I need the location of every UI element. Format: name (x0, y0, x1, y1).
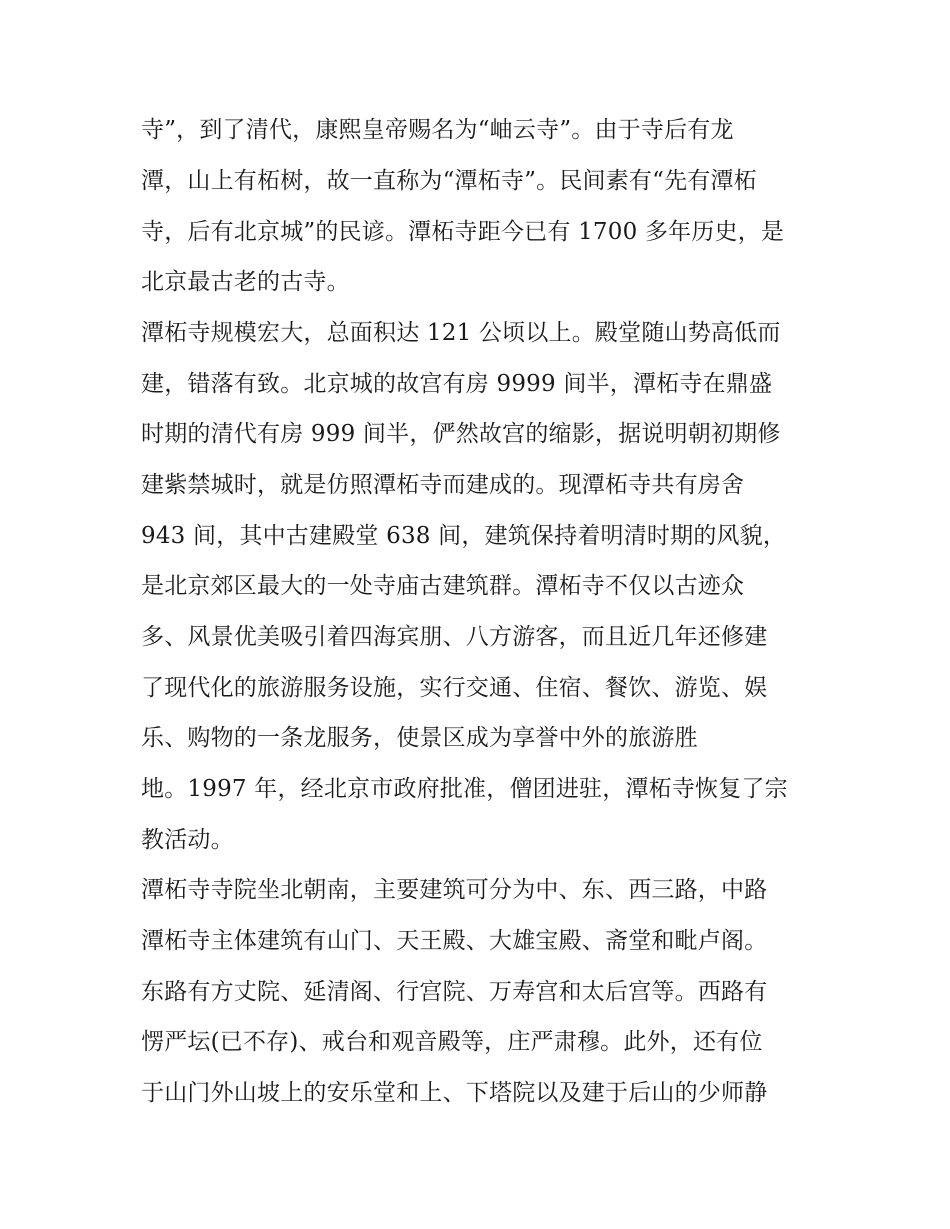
text-line: 潭，山上有柘树，故一直称为“潭柘寺”。民间素有“先有潭柘 (141, 168, 757, 194)
text-line: 建紫禁城时，就是仿照潭柘寺而建成的。现潭柘寺共有房舍 (141, 472, 745, 498)
text-line: 愣严坛(已不存)、戒台和观音殿等，庄严肃穆。此外，还有位 (141, 1029, 763, 1055)
text-line: 寺，后有北京城”的民谚。潭柘寺距今已有 1700 多年历史，是 (141, 219, 785, 245)
text-line: 多、风景优美吸引着四海宾朋、八方游客，而且近几年还修建 (141, 624, 768, 650)
text-line: 于山门外山坡上的安乐堂和上、下塔院以及建于后山的少师静 (141, 1080, 768, 1106)
text-line: 地。1997 年，经北京市政府批准，僧团进驻，潭柘寺恢复了宗 (141, 776, 788, 802)
text-line: 时期的清代有房 999 间半，俨然故宫的缩影，据说明朝初期修 (141, 421, 781, 447)
text-line: 943 间，其中古建殿堂 638 间，建筑保持着明清时期的风貌， (141, 523, 787, 549)
text-line: 北京最古老的古寺。 (141, 269, 350, 295)
text-line: 潭柘寺主体建筑有山门、天王殿、大雄宝殿、斋堂和毗卢阁。 (141, 928, 768, 954)
text-line: 了现代化的旅游服务设施，实行交通、住宿、餐饮、游览、娱 (141, 675, 768, 701)
text-line: 潭柘寺规模宏大，总面积达 121 公顷以上。殿堂随山势高低而 (141, 320, 781, 346)
text-line: 建，错落有致。北京城的故宫有房 9999 间半，潭柘寺在鼎盛 (141, 371, 773, 397)
text-line: 寺”，到了清代，康熙皇帝赐名为“岫云寺”。由于寺后有龙 (141, 117, 734, 143)
text-line: 东路有方丈院、延清阁、行宫院、万寿宫和太后宫等。西路有 (141, 979, 768, 1005)
text-line: 潭柘寺寺院坐北朝南，主要建筑可分为中、东、西三路，中路 (141, 877, 768, 903)
text-line: 教活动。 (141, 827, 234, 853)
text-line: 乐、购物的一条龙服务，使景区成为享誉中外的旅游胜 (141, 725, 698, 751)
text-line: 是北京郊区最大的一处寺庙古建筑群。潭柘寺不仅以古迹众 (141, 573, 745, 599)
